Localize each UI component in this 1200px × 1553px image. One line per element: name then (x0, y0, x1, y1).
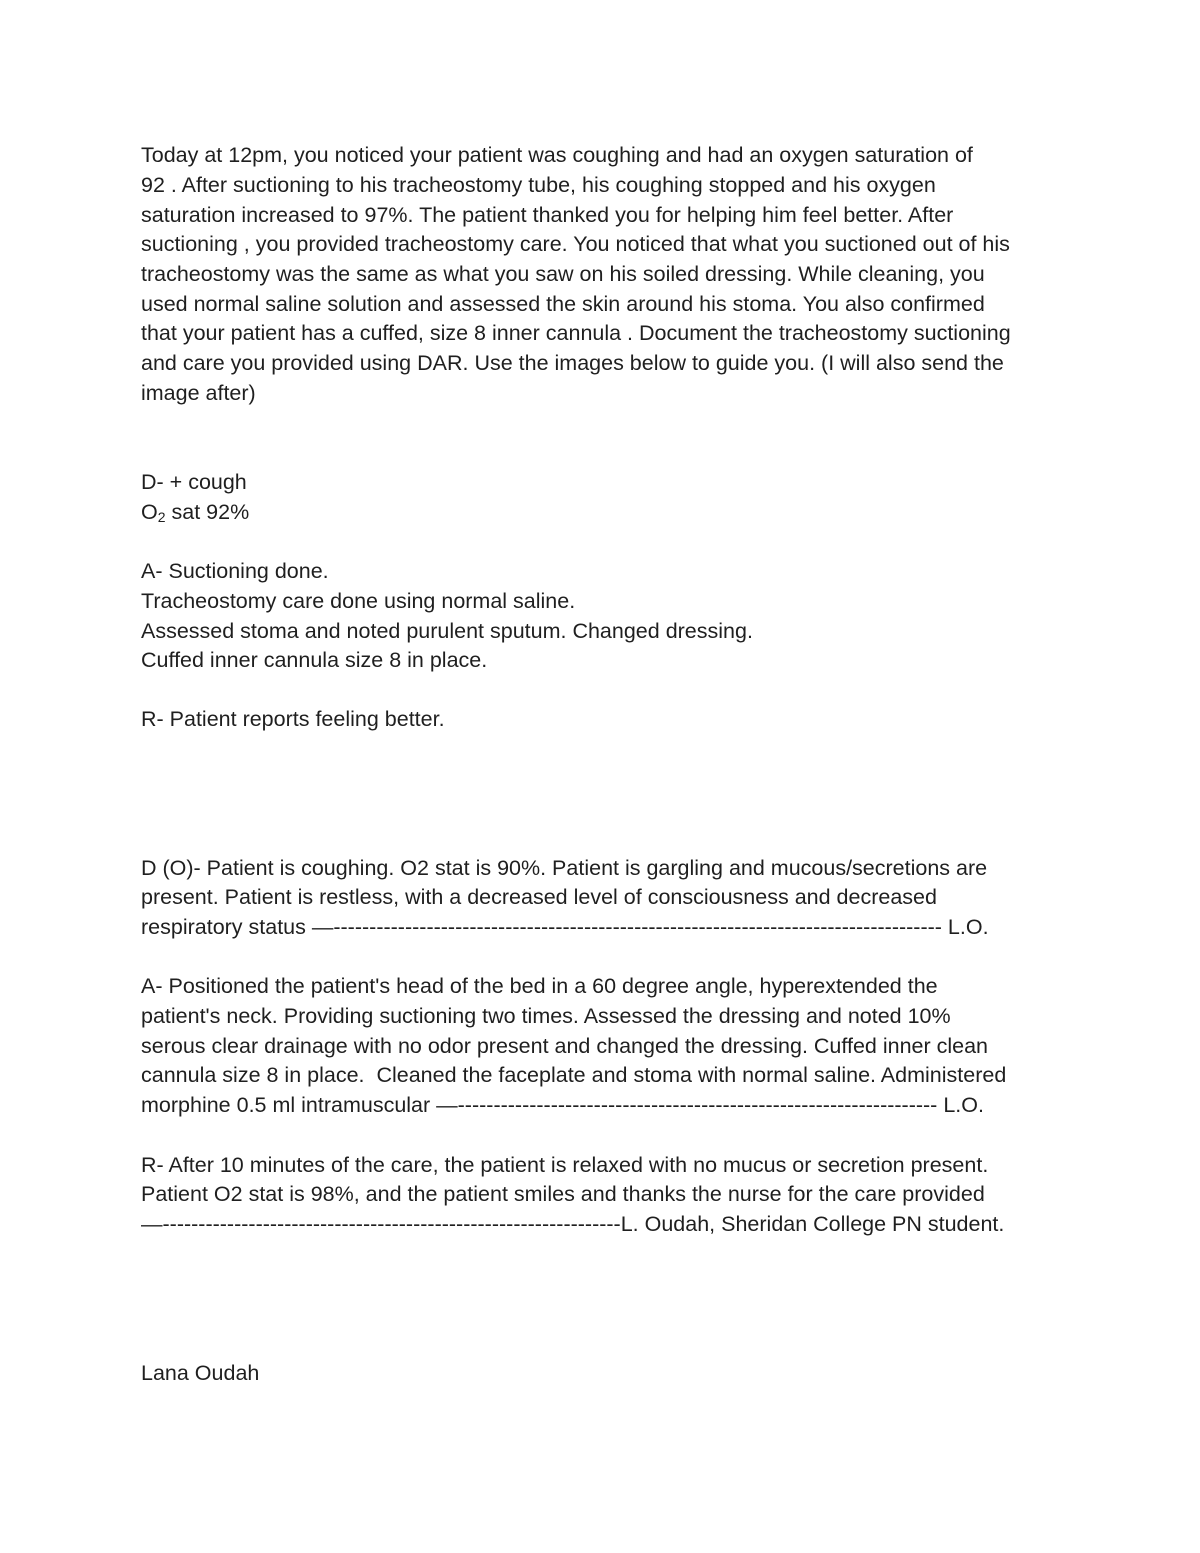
first-note-action: A- Suctioning done. (141, 559, 329, 583)
o2-subscript: 2 (157, 509, 166, 525)
prompt-line: that your patient has a cuffed, size 8 inner cannula . Document the tracheostomy suctioning (141, 321, 1011, 345)
prompt-line: 92 . After suctioning to his tracheostomy tube, his coughing stopped and his oxygen (141, 173, 936, 197)
second-note-action: patient's neck. Providing suctioning two times. Assessed the dressing and noted 10% (141, 1004, 951, 1028)
second-note-response: —----------------------------------------------------------------L. Oudah, Sheridan College PN student. (141, 1212, 1005, 1236)
second-note-action: A- Positioned the patient's head of the bed in a 60 degree angle, hyperextended the (141, 974, 938, 998)
author-signature: Lana Oudah (141, 1361, 260, 1385)
prompt-line: and care you provided using DAR. Use the images below to guide you. (I will also send the (141, 351, 1004, 375)
first-note-action: Tracheostomy care done using normal saline. (141, 589, 576, 613)
first-note-action: Assessed stoma and noted purulent sputum. Changed dressing. (141, 619, 753, 643)
prompt-line: used normal saline solution and assessed the skin around his stoma. You also confirmed (141, 292, 985, 316)
o2-value: sat 92% (165, 500, 250, 524)
second-note-action: morphine 0.5 ml intramuscular —------------------------------------------------------------------- L.O. (141, 1093, 984, 1117)
second-note-data: respiratory status —------------------------------------------------------------------------------------- L.O. (141, 915, 989, 939)
first-note-data: D- + cough (141, 470, 247, 494)
prompt-line: suctioning , you provided tracheostomy care. You noticed that what you suctioned out of his (141, 232, 1010, 256)
prompt-line: image after) (141, 381, 256, 405)
second-note-action: serous clear drainage with no odor present and changed the dressing. Cuffed inner clean (141, 1034, 989, 1058)
first-note-action: Cuffed inner cannula size 8 in place. (141, 648, 488, 672)
first-note-response: R- Patient reports feeling better. (141, 707, 445, 731)
prompt-line: Today at 12pm, you noticed your patient was coughing and had an oxygen saturation of (141, 143, 973, 167)
prompt-line: saturation increased to 97%. The patient thanked you for helping him feel better. After (141, 203, 954, 227)
second-note-response: R- After 10 minutes of the care, the patient is relaxed with no mucus or secretion present. (141, 1153, 989, 1177)
second-note-data: D (O)- Patient is coughing. O2 stat is 90%. Patient is gargling and mucous/secretions are (141, 856, 988, 880)
o2-label: O (141, 500, 158, 524)
first-note-oxygen (141, 498, 249, 530)
prompt-line: tracheostomy was the same as what you saw on his soiled dressing. While cleaning, you (141, 262, 985, 286)
second-note-action: cannula size 8 in place. Cleaned the faceplate and stoma with normal saline. Administered (141, 1063, 1007, 1087)
second-note-response: Patient O2 stat is 98%, and the patient smiles and thanks the nurse for the care provided (141, 1182, 985, 1206)
second-note-data: present. Patient is restless, with a decreased level of consciousness and decreased (141, 885, 937, 909)
